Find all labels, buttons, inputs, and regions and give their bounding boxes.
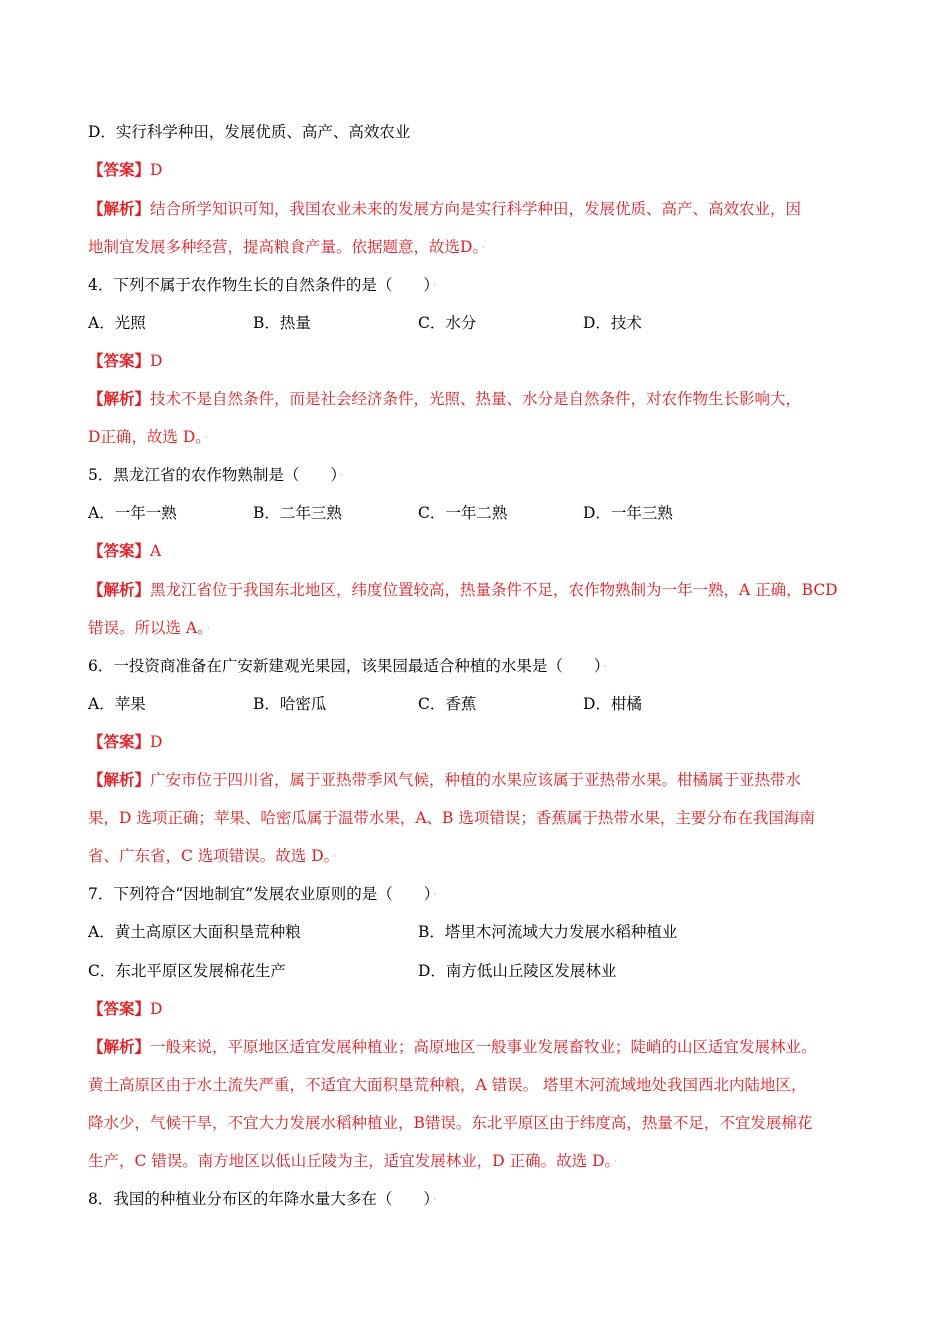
q7-analysis-line-1: 【解析】一般来说，平原地区适宜发展种植业；高原地区一般事业发展畜牧业；陡峭的山区适宜发展林业。 xyxy=(88,1037,817,1056)
q5-option-d: D．一年三熟 xyxy=(583,504,673,522)
q6-analysis-line-1: 【解析】广安市位于四川省，属于亚热带季风气候，种植的水果应该属于亚热带水果。柑橘属于亚热带水 xyxy=(88,770,802,789)
analysis-tag: 【解析】 xyxy=(88,389,151,408)
q6-option-c: C．香蕉 xyxy=(418,695,477,713)
q5-analysis-line-2: 错误。所以选 A。 · xyxy=(88,619,210,637)
q7-analysis-line-3: 降水少，气候干旱，不宜大力发展水稻种植业，B错误。东北平原区由于纬度高，热量不足，不宜发展棉花 xyxy=(88,1114,813,1132)
analysis-tag: 【解析】 xyxy=(88,770,151,789)
q4-option-b: B．热量 xyxy=(253,314,311,332)
answer-tag: 【答案】 xyxy=(88,999,151,1018)
analysis-tag: 【解析】 xyxy=(88,199,151,218)
answer-tag: 【答案】 xyxy=(88,732,151,751)
answer-value: D xyxy=(150,161,163,179)
q5-analysis-line-1: 【解析】黑龙江省位于我国东北地区，纬度位置较高，热量条件不足，农作物熟制为一年一熟，A 正确，BCD xyxy=(88,580,838,599)
q4-stem: 4．下列不属于农作物生长的自然条件的是（ ） · xyxy=(88,276,436,294)
q4-answer xyxy=(88,351,162,371)
analysis-tag: 【解析】 xyxy=(88,580,151,599)
q6-option-b: B．哈密瓜 xyxy=(253,695,327,713)
q7-stem: 7．下列符合“因地制宜”发展农业原则的是（ ） · xyxy=(88,885,437,903)
q6-option-a: A．苹果 xyxy=(88,695,146,713)
q7-option-c: C．东北平原区发展棉花生产 xyxy=(88,962,286,980)
answer-value: D xyxy=(150,733,163,751)
q5-option-b: B．二年三熟 xyxy=(253,504,342,522)
q7-option-b: B．塔里木河流域大力发展水稻种植业 xyxy=(418,923,678,941)
q4-analysis-line-1: 【解析】技术不是自然条件，而是社会经济条件，光照、热量、水分是自然条件，对农作物生长影响大， xyxy=(88,389,802,408)
q6-analysis-line-3: 省、广东省，C 选项错误。故选 D。 · xyxy=(88,847,337,865)
q4-option-c: C．水分 xyxy=(418,314,477,332)
answer-value: A xyxy=(150,542,162,560)
answer-tag: 【答案】 xyxy=(88,351,151,370)
q8-stem: 8．我国的种植业分布区的年降水量大多在（ ） · xyxy=(88,1190,436,1208)
q7-analysis-line-4: 生产，C 错误。南方地区以低山丘陵为主，适宜发展林业，D 正确。故选 D。 · xyxy=(88,1152,618,1170)
q6-analysis-line-2: 果，D 选项正确；苹果、哈密瓜属于温带水果，A、B 选项错误；香蕉属于热带水果，主要分布在我国海南 xyxy=(88,809,815,827)
q5-stem: 5．黑龙江省的农作物熟制是（ ） · xyxy=(88,466,343,484)
q6-option-d: D．柑橘 xyxy=(583,695,642,713)
q6-answer xyxy=(88,732,162,752)
q5-option-c: C．一年二熟 xyxy=(418,504,508,522)
q4-analysis-line-2: D正确，故选 D。 · xyxy=(88,428,208,446)
q5-answer xyxy=(88,541,161,561)
q3-analysis-line-2: 地制宜发展多种经营，提高粮食产量。依据题意，故选D。 · xyxy=(88,238,486,256)
answer-tag: 【答案】 xyxy=(88,541,151,560)
analysis-tag: 【解析】 xyxy=(88,1037,151,1056)
q3-answer xyxy=(88,160,162,180)
answer-tag: 【答案】 xyxy=(88,160,151,179)
q7-option-d: D．南方低山丘陵区发展林业 xyxy=(418,962,617,980)
q3-option-d: D．实行科学种田，发展优质、高产、高效农业 · xyxy=(88,123,416,141)
q4-option-d: D．技术 xyxy=(583,314,642,332)
q7-option-a: A．黄土高原区大面积垦荒种粮 xyxy=(88,923,301,941)
q5-option-a: A．一年一熟 xyxy=(88,504,177,522)
answer-value: D xyxy=(150,1000,163,1018)
q7-answer xyxy=(88,999,162,1019)
q3-analysis-line-1: 【解析】结合所学知识可知，我国农业未来的发展方向是实行科学种田，发展优质、高产、高效农业，因 xyxy=(88,199,802,218)
q4-option-a: A．光照 xyxy=(88,314,146,332)
q6-stem: 6．一投资商准备在广安新建观光果园，该果园最适合种植的水果是（ ） · xyxy=(88,657,607,675)
q7-analysis-line-2: 黄土高原区由于水土流失严重，不适宜大面积垦荒种粮，A 错误。 塔里木河流域地处我国西北内陆地区， xyxy=(88,1076,807,1094)
answer-value: D xyxy=(150,352,163,370)
